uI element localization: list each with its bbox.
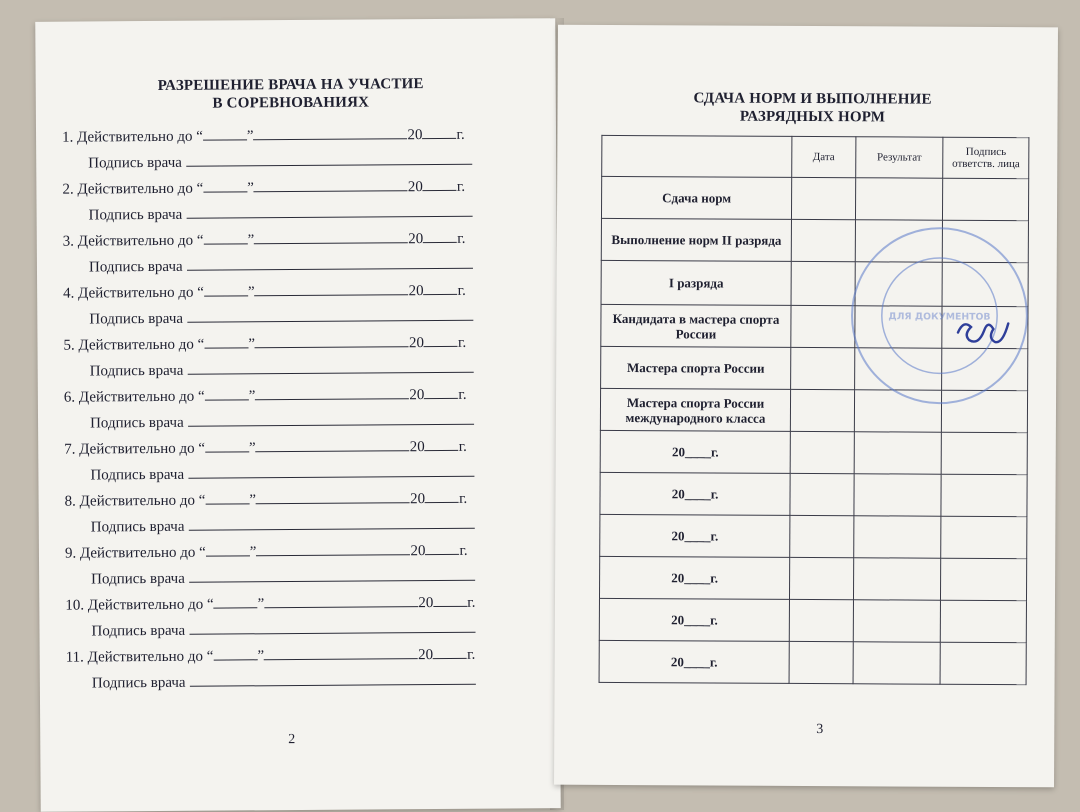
day-blank[interactable] [205, 488, 249, 504]
signature-cell[interactable] [943, 178, 1029, 220]
open-quote: “ [197, 388, 205, 405]
doctor-signature-label: Подпись врача [89, 362, 184, 380]
signature-line [88, 149, 472, 174]
signature-line [91, 513, 475, 538]
doctor-signature-label: Подпись врача [88, 206, 183, 224]
table-row [599, 556, 1026, 600]
day-blank[interactable] [206, 540, 250, 556]
right-page-title [617, 89, 1007, 127]
signature-cell[interactable] [941, 516, 1027, 558]
doctor-signature-label: Подпись врача [90, 466, 185, 484]
year-prefix: 20 [407, 179, 423, 196]
year-blank[interactable] [424, 331, 458, 347]
month-blank[interactable] [255, 331, 409, 348]
permission-entry [62, 174, 532, 229]
permission-entry [62, 122, 532, 177]
year-suffix: г. [459, 490, 468, 507]
row-label: 20____г. [600, 430, 790, 473]
close-quote: ” [247, 180, 254, 197]
year-blank[interactable] [422, 123, 456, 139]
day-blank[interactable] [205, 384, 249, 400]
entry-number: 9. [64, 545, 77, 562]
year-prefix: 20 [409, 439, 425, 456]
entry-number: 4. [63, 285, 75, 302]
row-label: Выполнение норм II разряда [601, 218, 791, 261]
year-suffix: г. [467, 646, 476, 663]
header-cell-label [602, 135, 792, 177]
doctor-signature-blank[interactable] [189, 617, 475, 635]
validity-label: Действительно до [78, 284, 194, 302]
entry-number: 8. [64, 493, 76, 510]
year-suffix: г. [458, 438, 467, 455]
row-label: 20____г. [599, 640, 789, 683]
signature-line [91, 617, 475, 642]
validity-label: Действительно до [79, 544, 196, 562]
month-blank[interactable] [256, 435, 410, 452]
validity-line [62, 123, 465, 148]
signature-line [90, 461, 474, 486]
close-quote: ” [249, 544, 257, 561]
validity-line [65, 591, 475, 616]
result-cell[interactable] [853, 600, 941, 642]
year-blank[interactable] [425, 539, 459, 555]
table-row [599, 640, 1026, 684]
month-blank[interactable] [255, 279, 409, 296]
signature-line [91, 565, 475, 590]
doctor-signature-blank[interactable] [188, 409, 474, 427]
norms-table [599, 135, 1030, 685]
close-quote: ” [248, 336, 256, 353]
close-quote: ” [249, 492, 257, 509]
doctor-signature-blank[interactable] [186, 201, 472, 219]
doctor-signature-blank[interactable] [189, 565, 475, 583]
result-cell[interactable] [853, 642, 941, 684]
entry-number: 10. [65, 597, 85, 614]
signature-cell[interactable] [942, 390, 1028, 432]
right-title-line2: РАЗРЯДНЫХ НОРМ [739, 108, 886, 126]
doctor-signature-blank[interactable] [188, 461, 474, 479]
signature-cell[interactable] [942, 348, 1028, 390]
entry-number: 6. [63, 389, 76, 406]
signature-cell[interactable] [940, 642, 1026, 684]
row-label: Сдача норм [601, 176, 791, 219]
result-cell[interactable] [854, 348, 942, 390]
month-blank[interactable] [264, 643, 418, 660]
year-blank[interactable] [433, 591, 467, 607]
left-page [35, 18, 561, 812]
validity-line [64, 383, 467, 408]
validity-line [66, 643, 476, 668]
table-row [601, 346, 1028, 390]
signature-line [90, 409, 474, 434]
date-cell[interactable] [790, 431, 854, 473]
validity-label: Действительно до [77, 128, 193, 146]
row-label: I разряда [601, 260, 791, 305]
validity-line [65, 487, 468, 512]
month-blank[interactable] [254, 175, 408, 192]
result-cell[interactable] [855, 306, 943, 348]
doctor-signature-label: Подпись врача [88, 258, 183, 276]
close-quote: ” [247, 232, 255, 249]
table-row [600, 430, 1027, 474]
permission-entry [65, 486, 535, 541]
table-row [600, 472, 1027, 516]
year-blank[interactable] [433, 643, 467, 659]
stamp-center-text: ДЛЯ ДОКУМЕНТОВ [888, 311, 991, 323]
date-cell[interactable] [790, 557, 854, 599]
validity-line [65, 539, 468, 564]
table-row [601, 218, 1028, 262]
permission-entry [63, 278, 533, 333]
doctor-signature-label: Подпись врача [89, 414, 184, 432]
entry-number: 7. [64, 441, 76, 458]
close-quote: ” [257, 596, 265, 613]
year-prefix: 20 [409, 387, 425, 404]
close-quote: ” [248, 440, 256, 457]
permission-entry [64, 382, 534, 437]
page-number-right: 3 [816, 722, 824, 738]
permission-entry [63, 226, 533, 281]
signature-cell[interactable] [942, 262, 1028, 306]
day-blank[interactable] [204, 332, 248, 348]
signature-cell[interactable] [941, 474, 1027, 516]
permission-entry [64, 434, 534, 489]
validity-label: Действительно до [78, 336, 194, 354]
month-blank[interactable] [264, 591, 418, 608]
validity-label: Действительно до [78, 388, 195, 406]
year-suffix: г. [457, 230, 466, 247]
doctor-signature-blank[interactable] [187, 305, 473, 323]
table-row [600, 388, 1027, 432]
year-blank[interactable] [425, 487, 459, 503]
year-blank[interactable] [424, 383, 458, 399]
table-row [600, 514, 1027, 558]
header-cell-signature: Подпись ответств. лица [943, 137, 1029, 178]
open-quote: “ [196, 180, 204, 197]
validity-label: Действительно до [77, 232, 194, 250]
date-cell[interactable] [791, 347, 855, 389]
signature-line [90, 357, 474, 382]
row-label: 20____г. [599, 556, 789, 599]
day-blank[interactable] [213, 644, 257, 660]
result-cell[interactable] [854, 390, 942, 432]
entry-number: 3. [62, 233, 75, 250]
left-title-line1: РАЗРЕШЕНИЕ ВРАЧА НА УЧАСТИЕ [157, 76, 424, 94]
result-cell[interactable] [855, 178, 943, 220]
right-page [554, 25, 1058, 788]
date-cell[interactable] [791, 305, 855, 347]
validity-label: Действительно до [79, 492, 196, 510]
open-quote: “ [198, 440, 206, 457]
year-prefix: 20 [408, 231, 424, 248]
close-quote: ” [248, 388, 256, 405]
day-blank[interactable] [214, 592, 258, 608]
close-quote: ” [257, 648, 265, 665]
date-cell[interactable] [791, 219, 855, 261]
signature-cell[interactable] [942, 432, 1028, 474]
doctor-signature-label: Подпись врача [89, 310, 184, 328]
page-number-left: 2 [288, 732, 296, 748]
signature-cell[interactable] [942, 306, 1028, 348]
result-cell[interactable] [854, 432, 942, 474]
doctor-signature-blank[interactable] [187, 357, 473, 375]
month-blank[interactable] [256, 487, 410, 504]
header-cell-result: Результат [855, 137, 943, 178]
year-prefix: 20 [418, 647, 434, 664]
validity-label: Действительно до [77, 180, 193, 198]
signature-line [89, 253, 473, 278]
doctor-signature-blank[interactable] [186, 149, 472, 167]
year-blank[interactable] [423, 175, 457, 191]
doctor-signature-label: Подпись врача [91, 674, 186, 692]
year-suffix: г. [457, 334, 467, 351]
signature-cell[interactable] [941, 558, 1027, 600]
table-row [601, 304, 1028, 348]
open-quote: “ [206, 596, 214, 613]
permission-entry [65, 590, 535, 645]
row-label: Кандидата в мастера спорта России [601, 304, 791, 347]
row-label: Мастера спорта России [601, 346, 791, 389]
date-cell[interactable] [790, 473, 854, 515]
year-prefix: 20 [407, 127, 423, 144]
year-blank[interactable] [423, 227, 457, 243]
month-blank[interactable] [255, 383, 409, 400]
year-blank[interactable] [425, 435, 459, 451]
day-blank[interactable] [205, 436, 249, 452]
row-label: 20____г. [600, 514, 790, 557]
validity-label: Действительно до [87, 648, 204, 666]
permission-entry [63, 330, 533, 385]
close-quote: ” [246, 128, 254, 145]
date-cell[interactable] [791, 261, 855, 305]
doctor-signature-label: Подпись врача [90, 518, 185, 536]
month-blank[interactable] [254, 227, 408, 244]
year-prefix: 20 [410, 543, 426, 560]
result-cell[interactable] [853, 516, 941, 558]
date-cell[interactable] [790, 515, 854, 557]
open-quote: “ [199, 544, 206, 561]
doctor-signature-label: Подпись врача [91, 570, 185, 588]
entry-number: 11. [65, 649, 84, 666]
validity-label: Действительно до [79, 440, 195, 458]
permission-entry [66, 642, 536, 697]
row-label: 20____г. [599, 598, 789, 641]
doctor-signature-blank[interactable] [189, 669, 475, 687]
year-blank[interactable] [424, 279, 458, 295]
doctor-signature-blank[interactable] [188, 513, 474, 531]
right-title-line1: СДАЧА НОРМ И ВЫПОЛНЕНИЕ [693, 90, 932, 108]
year-suffix: г. [457, 282, 466, 299]
year-suffix: г. [467, 594, 476, 611]
validity-line [63, 279, 466, 304]
validity-line [64, 435, 467, 460]
signature-cell[interactable] [941, 600, 1027, 642]
date-cell[interactable] [792, 177, 856, 219]
day-blank[interactable] [203, 124, 247, 140]
year-prefix: 20 [410, 491, 426, 508]
open-quote: “ [198, 492, 206, 509]
open-quote: “ [197, 284, 204, 301]
left-title-line2: В СОРЕВНОВАНИЯХ [212, 94, 370, 112]
close-quote: ” [247, 284, 255, 301]
table-header-row [602, 135, 1029, 178]
validity-line [62, 175, 465, 200]
year-prefix: 20 [408, 335, 425, 352]
table-row [599, 598, 1026, 642]
year-suffix: г. [458, 386, 467, 403]
row-label: 20____г. [600, 472, 790, 515]
day-blank[interactable] [203, 176, 247, 192]
result-cell[interactable] [853, 558, 941, 600]
result-cell[interactable] [855, 262, 943, 306]
doctor-signature-label: Подпись врача [88, 154, 182, 172]
open-quote: “ [206, 648, 214, 665]
validity-line [63, 227, 466, 252]
validity-label: Действительно до [87, 596, 204, 614]
doctor-signature-label: Подпись врача [91, 622, 186, 640]
year-suffix: г. [456, 126, 465, 143]
table-row [601, 176, 1028, 220]
day-blank[interactable] [203, 228, 247, 244]
date-cell[interactable] [789, 599, 853, 641]
year-prefix: 20 [418, 595, 434, 612]
result-cell[interactable] [855, 220, 943, 262]
permission-entry [65, 538, 535, 593]
signature-line [92, 669, 476, 694]
signature-cell[interactable] [943, 220, 1029, 262]
month-blank[interactable] [256, 539, 410, 556]
open-quote: “ [196, 232, 204, 249]
open-quote: “ [197, 336, 205, 353]
signature-line [89, 305, 473, 330]
result-cell[interactable] [854, 474, 942, 516]
entry-number: 2. [62, 181, 74, 198]
entry-number: 1. [62, 129, 74, 146]
year-suffix: г. [459, 542, 468, 559]
left-page-title [96, 75, 486, 114]
year-prefix: 20 [408, 283, 424, 300]
day-blank[interactable] [204, 280, 248, 296]
year-suffix: г. [456, 178, 466, 195]
table-row [601, 260, 1028, 306]
permission-entries [62, 122, 536, 697]
month-blank[interactable] [253, 123, 407, 140]
date-cell[interactable] [789, 641, 853, 683]
entry-number: 5. [63, 337, 75, 354]
doctor-signature-blank[interactable] [187, 253, 473, 271]
header-cell-date: Дата [792, 136, 856, 177]
signature-line [89, 201, 473, 226]
date-cell[interactable] [791, 389, 855, 431]
row-label: Мастера спорта России международного класса [600, 388, 790, 431]
open-quote: “ [196, 128, 203, 145]
validity-line [63, 331, 466, 356]
